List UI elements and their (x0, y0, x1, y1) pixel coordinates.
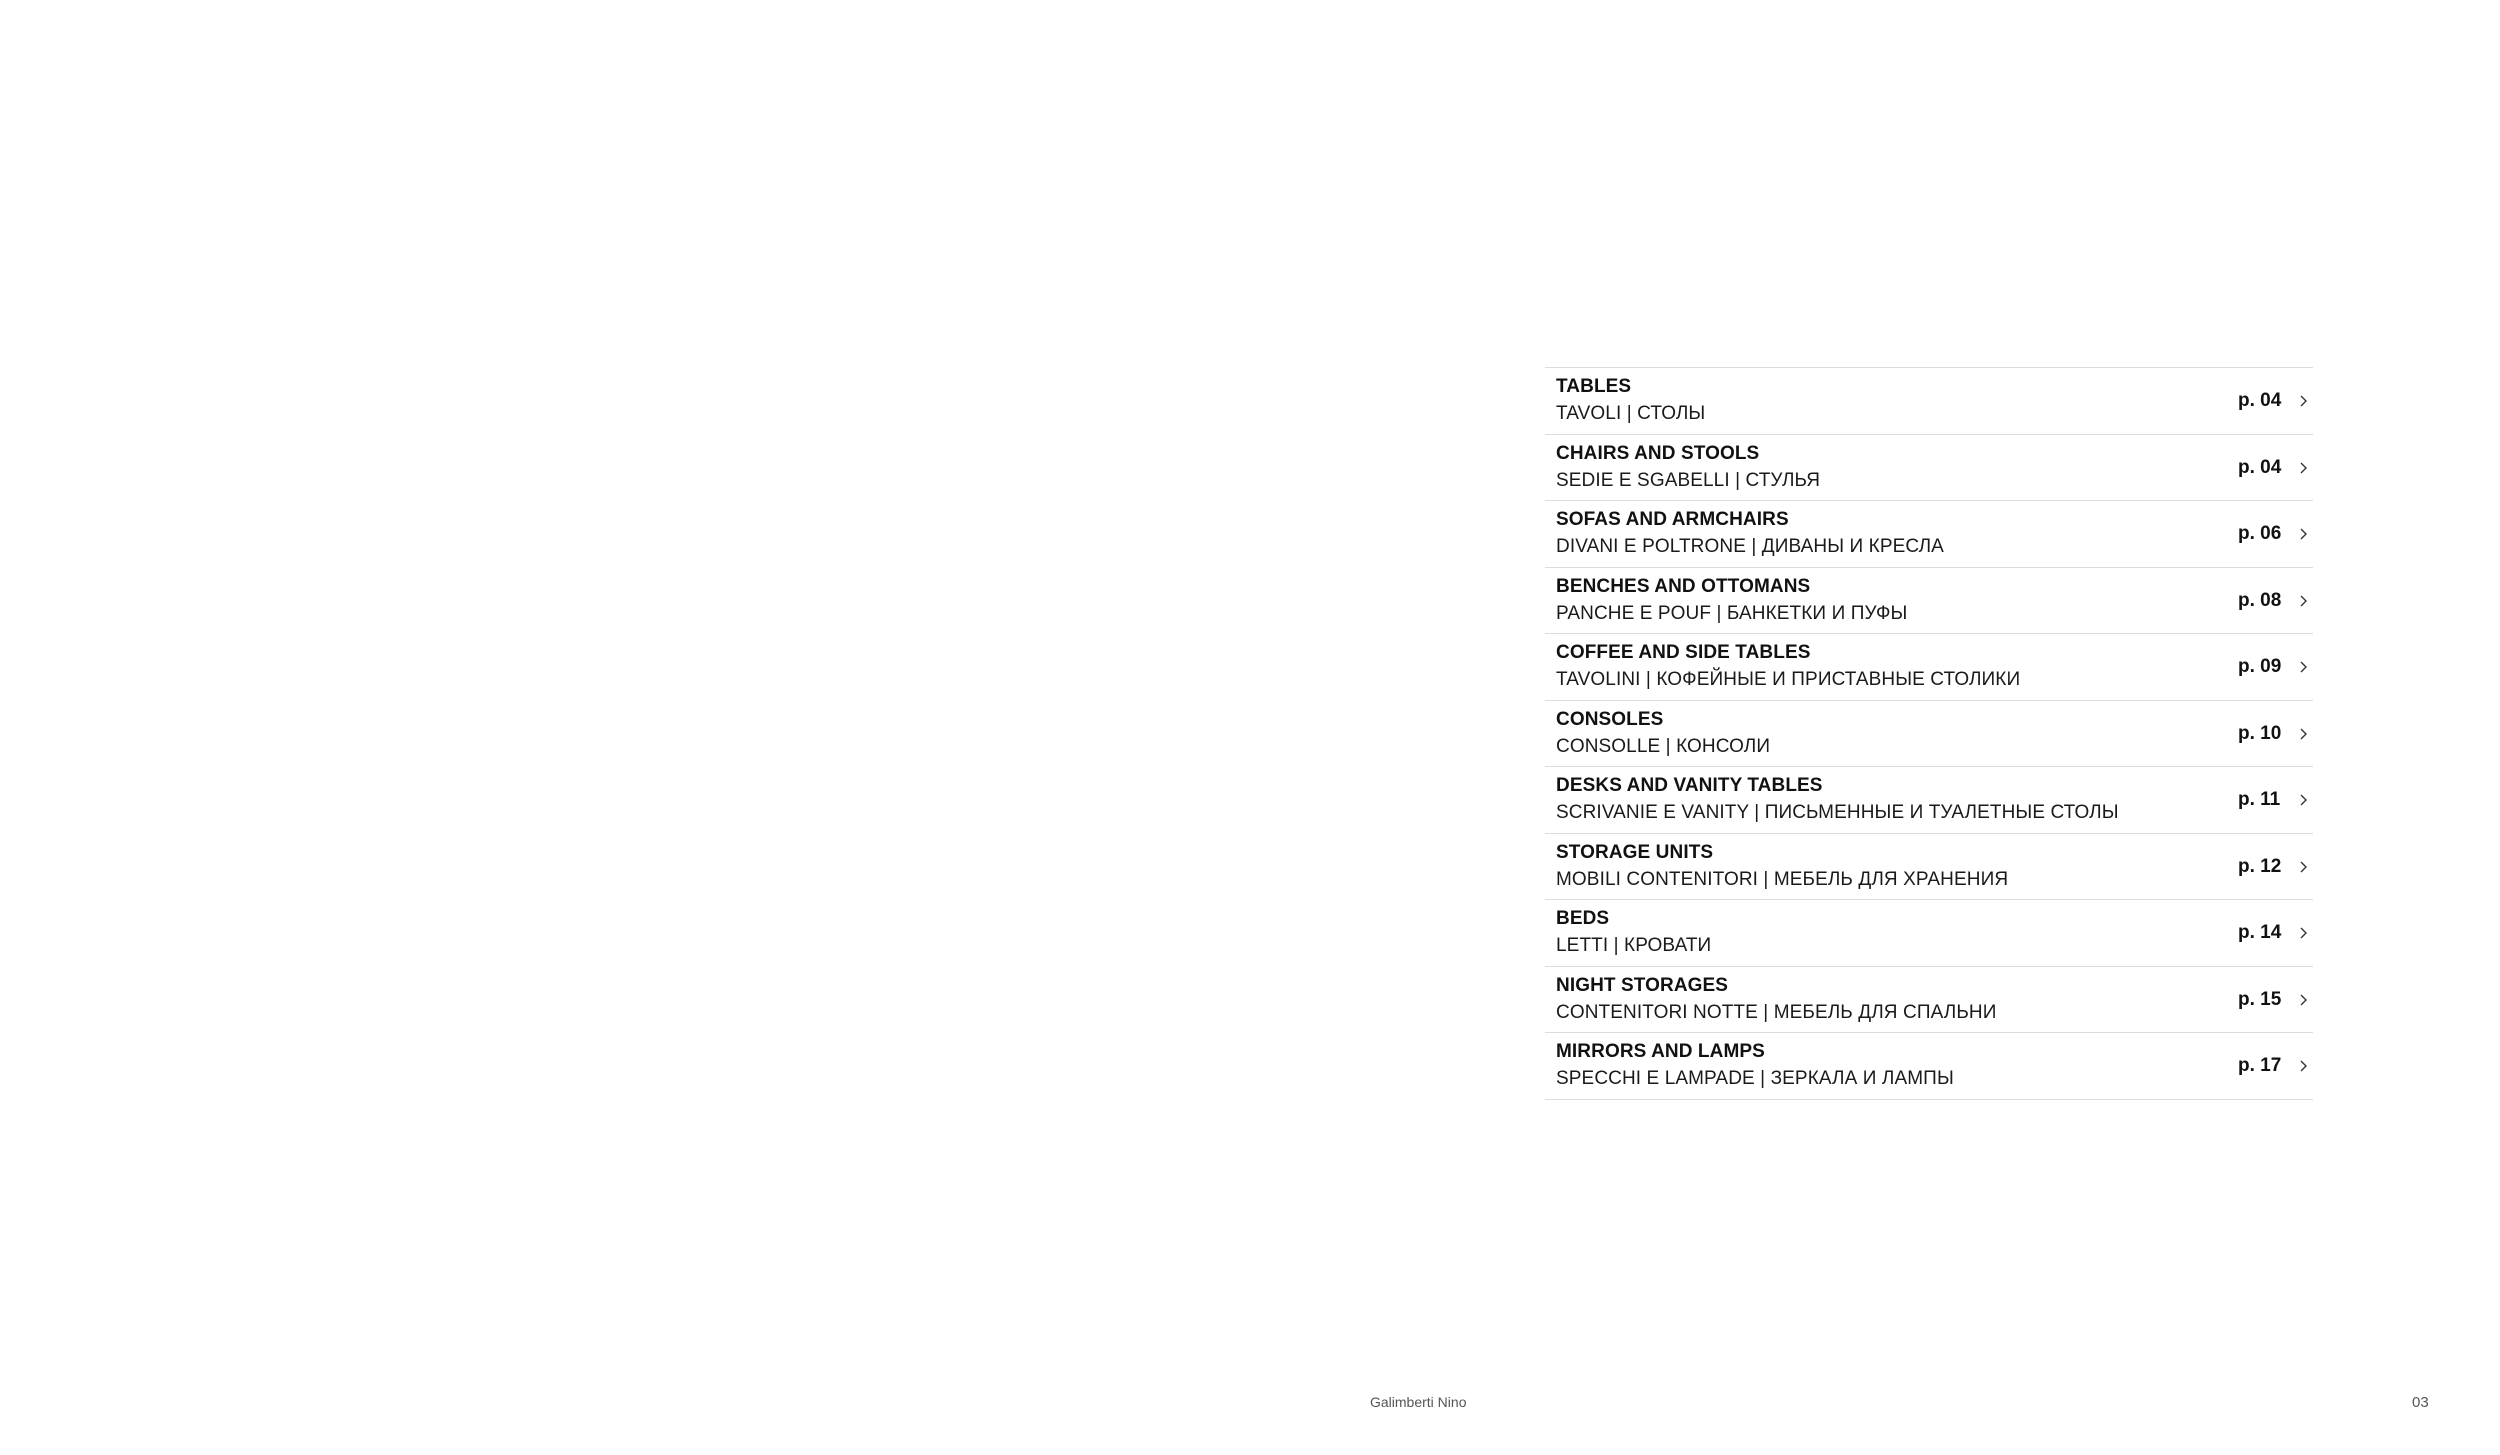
chevron-right-icon (2298, 727, 2310, 741)
chevron-right-icon (2298, 594, 2310, 608)
toc-row-subtitle: SPECCHI E LAMPADE | ЗЕРКАЛА И ЛАМПЫ (1556, 1068, 1954, 1089)
chevron-right-icon (2298, 1059, 2310, 1073)
toc-row-tables[interactable] (1545, 368, 2313, 435)
toc-row-page: p. 17 (2238, 1055, 2282, 1076)
chevron-right-icon (2298, 461, 2310, 475)
toc-row-title: STORAGE UNITS (1556, 841, 1714, 863)
table-of-contents (1545, 367, 2313, 1100)
toc-row-page: p. 09 (2238, 656, 2282, 677)
toc-row-subtitle: SCRIVANIE E VANITY | ПИСЬМЕННЫЕ И ТУАЛЕТНЫЕ СТОЛЫ (1556, 802, 2119, 823)
toc-row-page: p. 11 (2238, 789, 2281, 810)
toc-row-desks-and-vanity-tables[interactable] (1545, 767, 2313, 834)
toc-row-title: BENCHES AND OTTOMANS (1556, 575, 1811, 597)
chevron-right-icon (2298, 993, 2310, 1007)
toc-row-subtitle: PANCHE E POUF | БАНКЕТКИ И ПУФЫ (1556, 602, 1908, 624)
toc-row-subtitle: DIVANI E POLTRONE | ДИВАНЫ И КРЕСЛА (1556, 536, 1944, 557)
footer-page-number: 03 (2412, 1394, 2429, 1411)
chevron-right-icon (2298, 860, 2310, 874)
toc-row-page: p. 04 (2238, 456, 2282, 478)
toc-row-benches-and-ottomans[interactable] (1545, 568, 2313, 635)
toc-row-subtitle: CONTENITORI NOTTE | МЕБЕЛЬ ДЛЯ СПАЛЬНИ (1556, 1001, 1997, 1023)
chevron-right-icon (2298, 926, 2310, 940)
toc-row-title: TABLES (1556, 376, 1632, 397)
toc-row-title: BEDS (1556, 908, 1610, 929)
toc-row-consoles[interactable] (1545, 701, 2313, 768)
footer-brand: Galimberti Nino (1370, 1394, 1467, 1410)
chevron-right-icon (2298, 527, 2310, 541)
toc-row-subtitle: LETTI | КРОВАТИ (1556, 935, 1712, 956)
toc-row-title: CHAIRS AND STOOLS (1556, 442, 1760, 464)
toc-row-title: NIGHT STORAGES (1556, 974, 1729, 996)
toc-row-page: p. 10 (2238, 722, 2282, 744)
toc-row-subtitle: CONSOLLE | КОНСОЛИ (1556, 735, 1771, 757)
toc-row-page: p. 12 (2238, 855, 2282, 877)
toc-row-subtitle: MOBILI CONTENITORI | МЕБЕЛЬ ДЛЯ ХРАНЕНИЯ (1556, 868, 2009, 890)
chevron-right-icon (2298, 660, 2310, 674)
toc-row-page: p. 06 (2238, 523, 2282, 544)
toc-row-title: MIRRORS AND LAMPS (1556, 1041, 1765, 1062)
toc-row-chairs-and-stools[interactable] (1545, 435, 2313, 502)
toc-row-page: p. 04 (2238, 390, 2282, 411)
toc-row-night-storages[interactable] (1545, 967, 2313, 1034)
toc-row-title: COFFEE AND SIDE TABLES (1556, 642, 1811, 663)
toc-row-mirrors-and-lamps[interactable] (1545, 1033, 2313, 1100)
toc-row-beds[interactable] (1545, 900, 2313, 967)
toc-row-page: p. 08 (2238, 589, 2282, 611)
toc-row-title: CONSOLES (1556, 708, 1664, 730)
toc-row-coffee-and-side-tables[interactable] (1545, 634, 2313, 701)
toc-row-subtitle: TAVOLI | СТОЛЫ (1556, 403, 1706, 424)
toc-row-subtitle: SEDIE E SGABELLI | СТУЛЬЯ (1556, 469, 1821, 491)
toc-row-title: DESKS AND VANITY TABLES (1556, 775, 1823, 796)
toc-row-subtitle: TAVOLINI | КОФЕЙНЫЕ И ПРИСТАВНЫЕ СТОЛИКИ (1556, 669, 2021, 690)
toc-row-page: p. 15 (2238, 988, 2282, 1010)
toc-row-storage-units[interactable] (1545, 834, 2313, 901)
chevron-right-icon (2298, 793, 2310, 807)
toc-row-sofas-and-armchairs[interactable] (1545, 501, 2313, 568)
toc-row-page: p. 14 (2238, 922, 2282, 943)
toc-row-title: SOFAS AND ARMCHAIRS (1556, 509, 1789, 530)
chevron-right-icon (2298, 394, 2310, 408)
